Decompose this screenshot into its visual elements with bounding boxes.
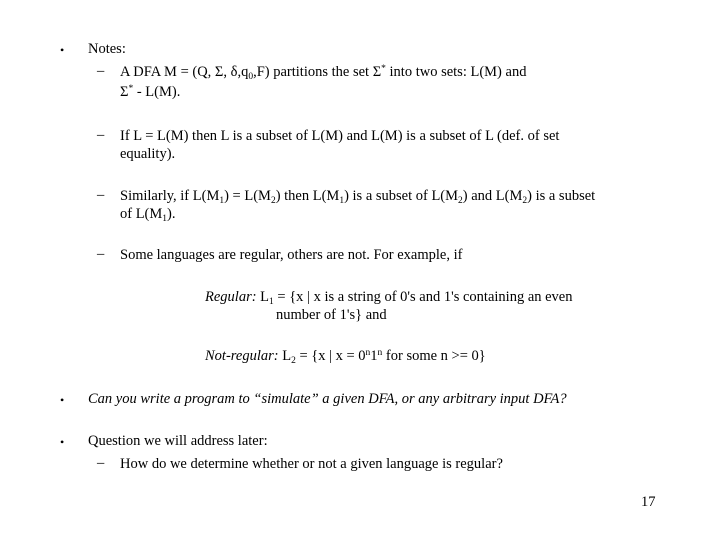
simulate-dfa-question: Can you write a program to “simulate” a given DFA, or any arbitrary input DFA?	[88, 391, 567, 407]
nonregular-label: Not-regular:	[205, 348, 279, 364]
dash-marker: –	[97, 127, 105, 143]
dfa-definition: A DFA M = (Q, Σ, $\delta,q_0,F$) partitions the set Σ* into two sets: L(M) and	[120, 64, 527, 82]
set-equality-note-line2: equality).	[120, 146, 176, 162]
regular-label: Regular:	[205, 289, 257, 305]
set-equality-note: If L = L(M) then L is a subset of L(M) and L(M) is a subset of L (def. of set	[120, 128, 560, 144]
dash-marker: –	[97, 63, 105, 79]
dfa-definition-line2: Σ* - L(M).	[120, 84, 181, 100]
similarly-note-line2: of $L(M_1)$.	[120, 206, 176, 224]
dash-marker: –	[97, 455, 105, 471]
page-number: 17	[641, 494, 656, 510]
dash-marker: –	[97, 187, 105, 203]
regular-example: Regular: $L_1 = \{x$ | x is a string of 0's and 1's containing an even	[205, 289, 573, 307]
regular-languages-note: Some languages are regular, others are not. For example, if	[120, 247, 463, 263]
dash-marker: –	[97, 246, 105, 262]
notes-label: Notes:	[88, 41, 126, 57]
bullet-marker: •	[60, 393, 65, 407]
nonregular-example: Not-regular: $L_2 = \{x$ | $x = 0^n1^n$ for some n >= 0}	[205, 348, 486, 366]
bullet-marker: •	[60, 43, 65, 57]
regular-example-line2: number of 1's} and	[276, 307, 387, 323]
bullet-marker: •	[60, 435, 65, 449]
regular-determination-question: How do we determine whether or not a given language is regular?	[120, 456, 503, 472]
question-later: Question we will address later:	[88, 433, 268, 449]
similarly-note: Similarly, if $L(M_1) = L(M_2)$ then $L(M_1)$ is a subset of $L(M_2)$ and $L(M_2)$ is a subset	[120, 188, 596, 206]
